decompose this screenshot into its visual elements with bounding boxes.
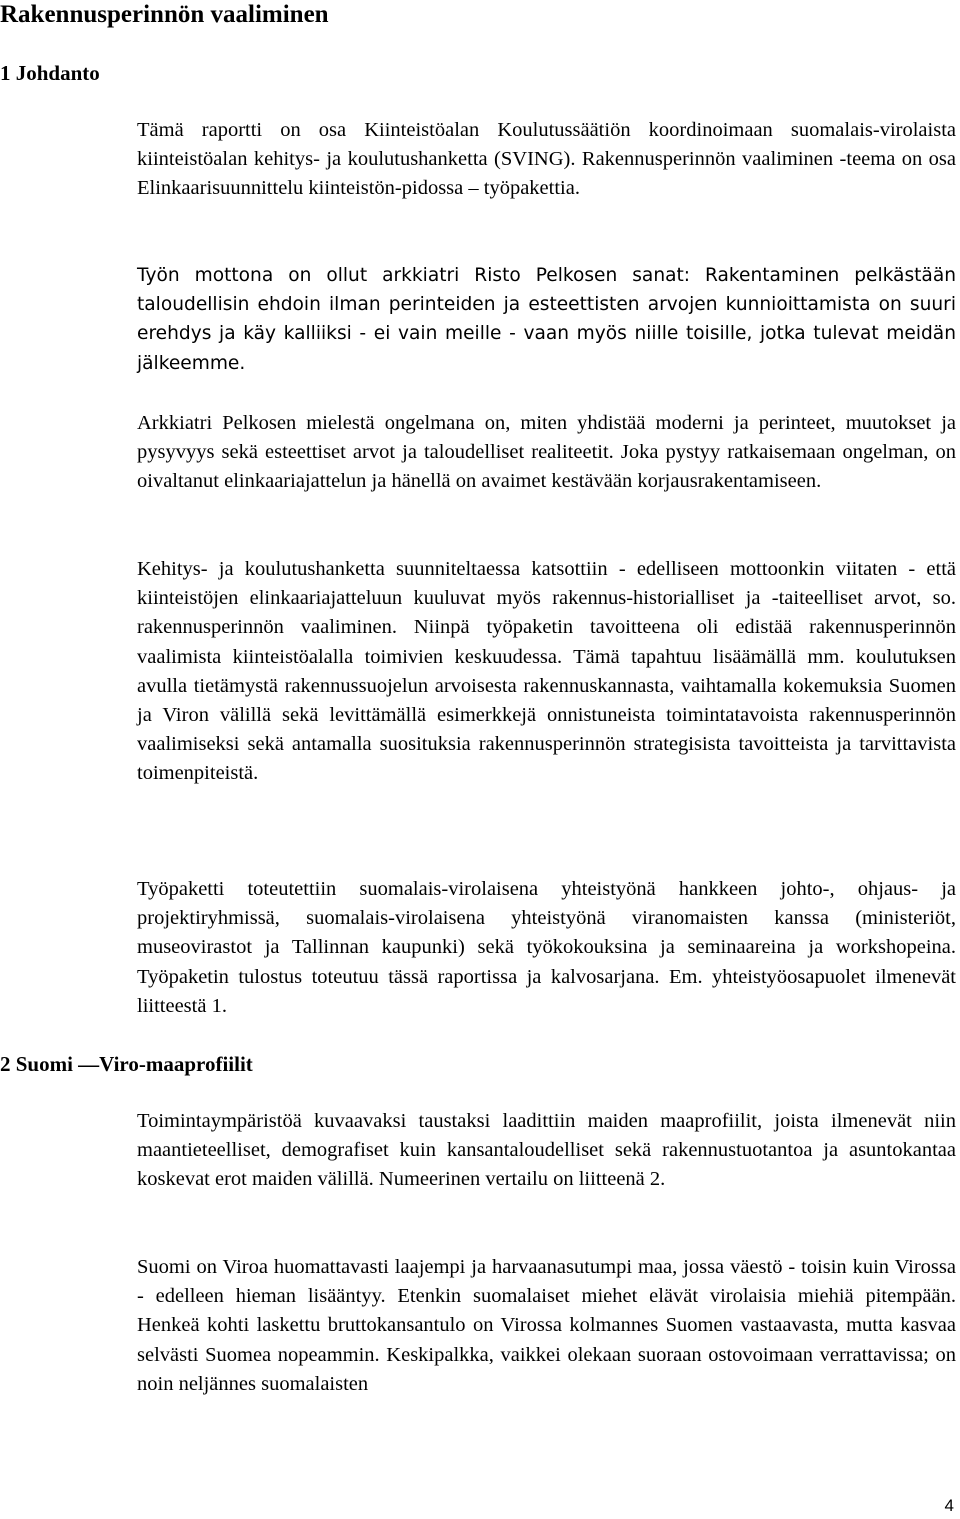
paragraph-work-package: Työpaketti toteutettiin suomalais-virolaisena yhteistyönä hankkeen johto-, ohjaus- ja projektiryhmissä, suomalais-virolaisena yhteistyönä viranomaisten kanssa (ministeriöt, museovirastot ja Tallinnan kaupunki) sekä työkokouksina ja seminaareina ja workshopeina. Työpaketin tulostus toteutuu tässä raportissa ja kalvosarjana. Em. yhteistyöosapuolet ilmenevät liitteestä 1.: [137, 878, 956, 1017]
page-number: 4: [944, 1496, 954, 1515]
document-title: Rakennusperinnön vaaliminen: [0, 1, 329, 28]
paragraph-pelkonen-view: Arkkiatri Pelkosen mielestä ongelmana on, miten yhdistää moderni ja perinteet, muutokset ja pysyvyys sekä esteettiset arvot ja taloudelliset realiteetit. Joka pystyy ratkaisemaan ongelman, on oivaltanut elinkaariajattelun ja hänellä on avaimet kestävään korjausrakentamiseen.: [137, 412, 956, 493]
paragraph-intro-report: Tämä raportti on osa Kiinteistöalan Koulutussäätiön koordinoimaan suomalais-virolaista kiinteistöalan kehitys- ja koulutushanketta (SVING). Rakennusperinnön vaaliminen -teema on osa Elinkaarisuunnittelu kiinteistön-pidossa – työpakettia.: [137, 119, 956, 200]
paragraph-finland-estonia-comparison: Suomi on Viroa huomattavasti laajempi ja harvaanasutumpi maa, jossa väestö - toisin kuin Virossa - edelleen hieman lisääntyy. Etenkin suomalaiset miehet elävät virolaisia miehiä pitempään. Henkeä kohti laskettu bruttokansantulo on Virossa kolmannes Suomen vastaavasta, mutta kasvaa selvästi Suomea nopeammin. Keskipalkka, vaikkei olekaan suoraan ostovoimaan verrattavissa; on noin neljännes suomalaisten: [137, 1256, 956, 1395]
section-heading-maaprofiilit: 2 Suomi —Viro-maaprofiilit: [0, 1052, 253, 1076]
paragraph-motto: Työn mottona on ollut arkkiatri Risto Pelkosen sanat: Rakentaminen pelkästään taloudellisin ehdoin ilman perinteiden ja esteettisten arvojen kunnioittamista on suuri erehdys ja käy kalliiksi - ei vain meille - vaan myös niille toisille, jotka tulevat meidän jälkeemme.: [137, 265, 956, 374]
paragraph-project-goals: Kehitys- ja koulutushanketta suunniteltaessa katsottiin - edelliseen mottoonkin viitaten - että kiinteistöjen elinkaariajatteluun kuuluvat myös rakennus-historialliset ja -taiteelliset arvot, so. rakennusperinnön vaaliminen. Niinpä työpaketin tavoitteena oli edistää rakennusperinnön vaalimista kiinteistöalalla toimivien keskuudessa. Tämä tapahtuu lisäämällä mm. koulutuksen avulla tietämystä rakennussuojelun arvoisesta rakennuskannasta, vaihtamalla kokemuksia Suomen ja Viron välillä sekä levittämällä esimerkkejä onnistuneista toimintatavoista rakennusperinnön vaalimiseksi sekä antamalla suosituksia rakennusperinnön strategisista tavoitteista ja tarvittavista toimenpiteistä.: [137, 558, 956, 785]
paragraph-country-profiles: Toimintaympäristöä kuvaavaksi taustaksi laadittiin maiden maaprofiilit, joista ilmenevät niin maantieteelliset, demografiset kuin kansantaloudelliset sekä rakennustuotantoa ja asuntokantaa koskevat erot maiden välillä. Numeerinen vertailu on liitteenä 2.: [137, 1110, 956, 1191]
section-heading-johdanto: 1 Johdanto: [0, 61, 100, 85]
